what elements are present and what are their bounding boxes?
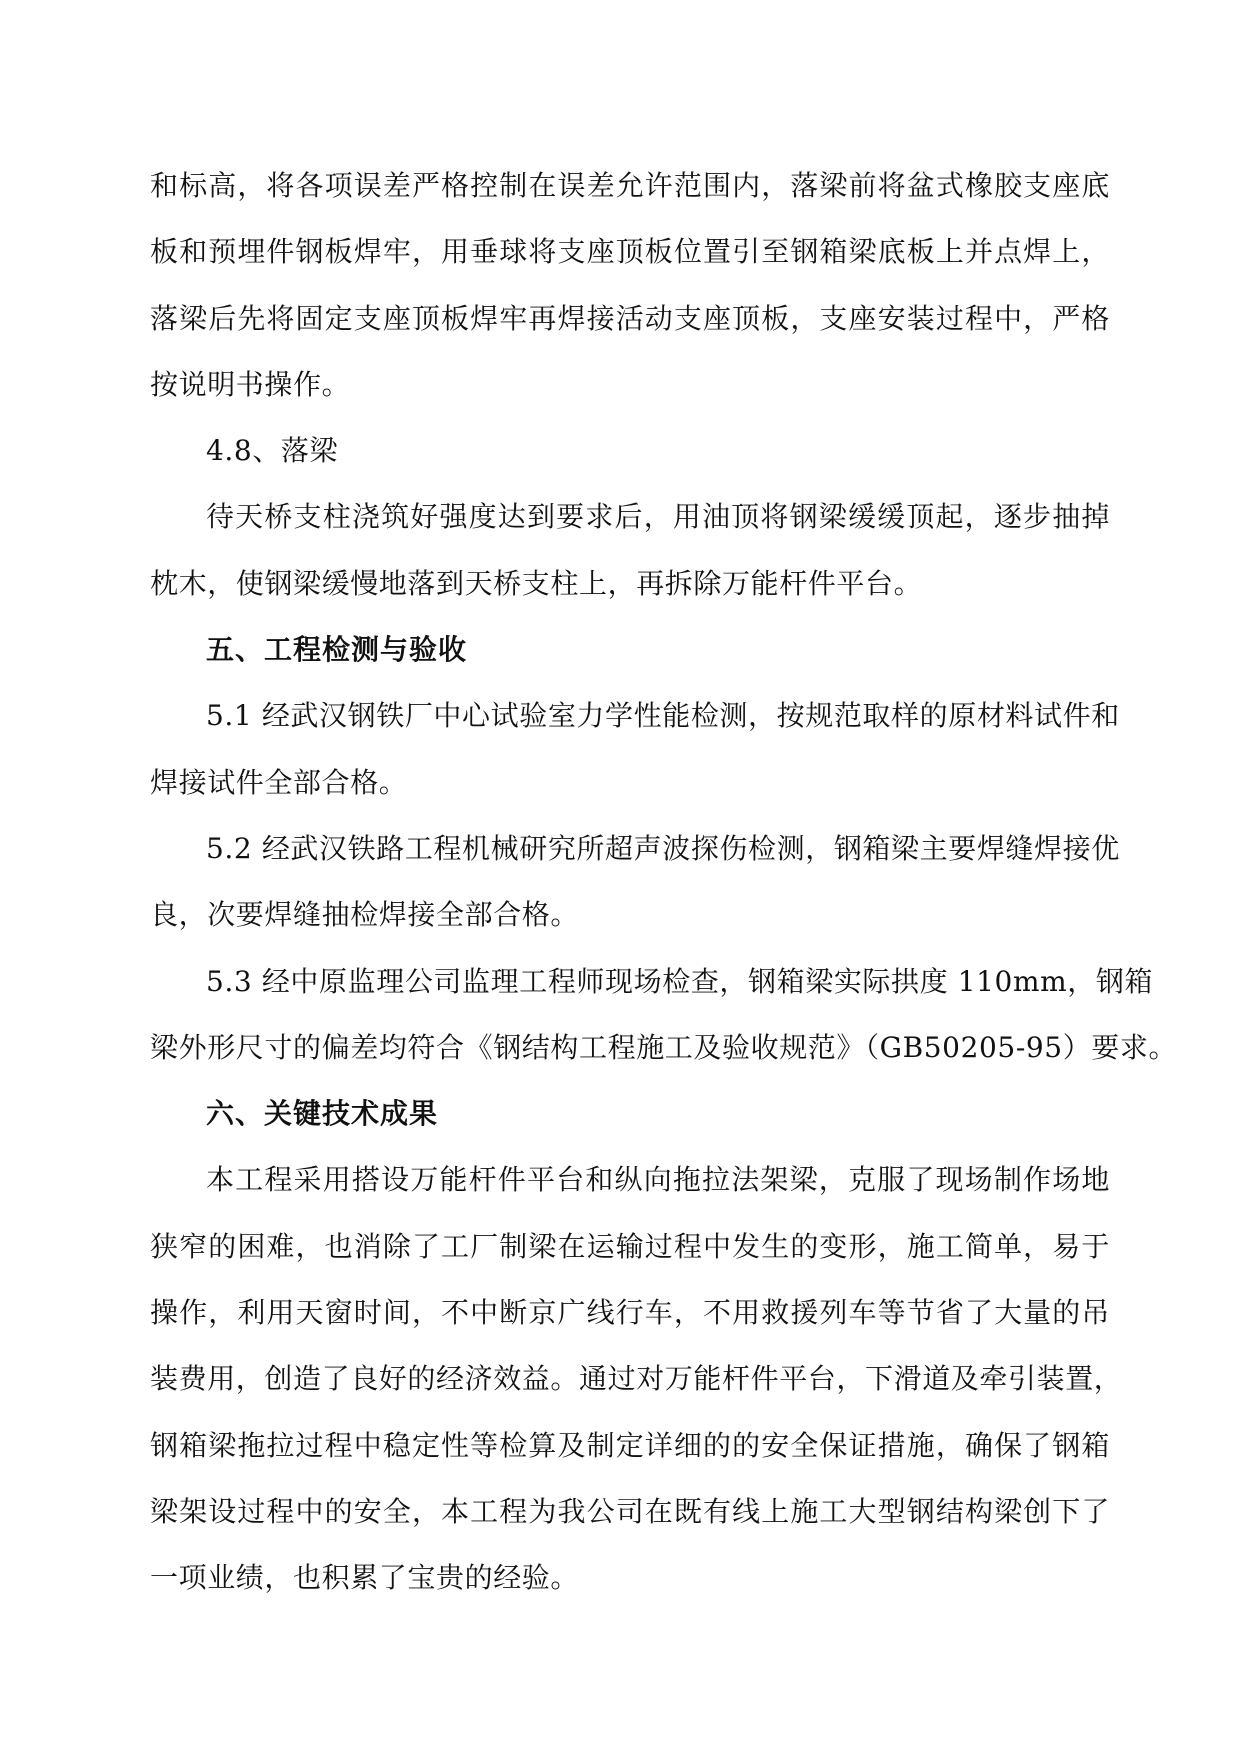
text-line: 板和预埋件钢板焊牢，用垂球将支座顶板位置引至钢箱梁底板上并点焊上， xyxy=(150,235,1110,269)
text-line: 待天桥支柱浇筑好强度达到要求后，用油顶将钢梁缓缓顶起，逐步抽掉 xyxy=(206,500,1110,534)
text-line: 操作，利用天窗时间，不中断京广线行车，不用救援列车等节省了大量的吊 xyxy=(150,1296,1110,1330)
document-body xyxy=(150,153,1178,1612)
text-line: 焊接试件全部合格。 xyxy=(150,765,408,799)
text-line: 枕木，使钢梁缓慢地落到天桥支柱上，再拆除万能杆件平台。 xyxy=(150,566,923,600)
text-line: 5.1 经武汉钢铁厂中心试验室力学性能检测，按规范取样的原材料试件和 xyxy=(206,699,1120,733)
text-line: 良，次要焊缝抽检焊接全部合格。 xyxy=(150,898,580,932)
text-line: 一项业绩，也积累了宝贵的经验。 xyxy=(150,1561,580,1595)
paragraph-5-2 xyxy=(150,816,1120,949)
text-line: 5.2 经武汉铁路工程机械研究所超声波探伤检测，钢箱梁主要焊缝焊接优 xyxy=(206,831,1120,865)
paragraph-support-installation xyxy=(150,153,1110,418)
text-line: 按说明书操作。 xyxy=(150,367,351,401)
text-line: 和标高，将各项误差严格控制在误差允许范围内，落梁前将盆式橡胶支座底 xyxy=(150,169,1110,202)
text-line: 落梁后先将固定支座顶板焊牢再焊接活动支座顶板，支座安装过程中，严格 xyxy=(150,301,1110,335)
paragraph-key-results xyxy=(150,1147,1123,1611)
paragraph-5-1 xyxy=(150,683,1120,816)
text-line: 钢箱梁拖拉过程中稳定性等检算及制定详细的的安全保证措施，确保了钢箱 xyxy=(150,1428,1110,1462)
text-line: 梁架设过程中的安全，本工程为我公司在既有线上施工大型钢结构梁创下了 xyxy=(150,1494,1110,1528)
subheading-4-8: 4.8、落梁 xyxy=(206,434,339,468)
paragraph-beam-lowering xyxy=(150,484,1110,617)
section-heading-5: 五、工程检测与验收 xyxy=(206,633,468,667)
paragraph-5-3 xyxy=(150,949,1178,1082)
text-line: 狭窄的困难，也消除了工厂制梁在运输过程中发生的变形，施工简单，易于 xyxy=(150,1229,1110,1263)
text-line: 梁外形尺寸的偏差均符合《钢结构工程施工及验收规范》（GB50205-95）要求。 xyxy=(150,1030,1178,1064)
text-line: 本工程采用搭设万能杆件平台和纵向拖拉法架梁，克服了现场制作场地 xyxy=(206,1163,1110,1197)
text-line: 装费用，创造了良好的经济效益。通过对万能杆件平台，下滑道及牵引装置， xyxy=(150,1362,1123,1396)
text-line: 5.3 经中原监理公司监理工程师现场检查，钢箱梁实际拱度 110mm，钢箱 xyxy=(206,964,1154,998)
section-heading-6: 六、关键技术成果 xyxy=(206,1097,439,1131)
